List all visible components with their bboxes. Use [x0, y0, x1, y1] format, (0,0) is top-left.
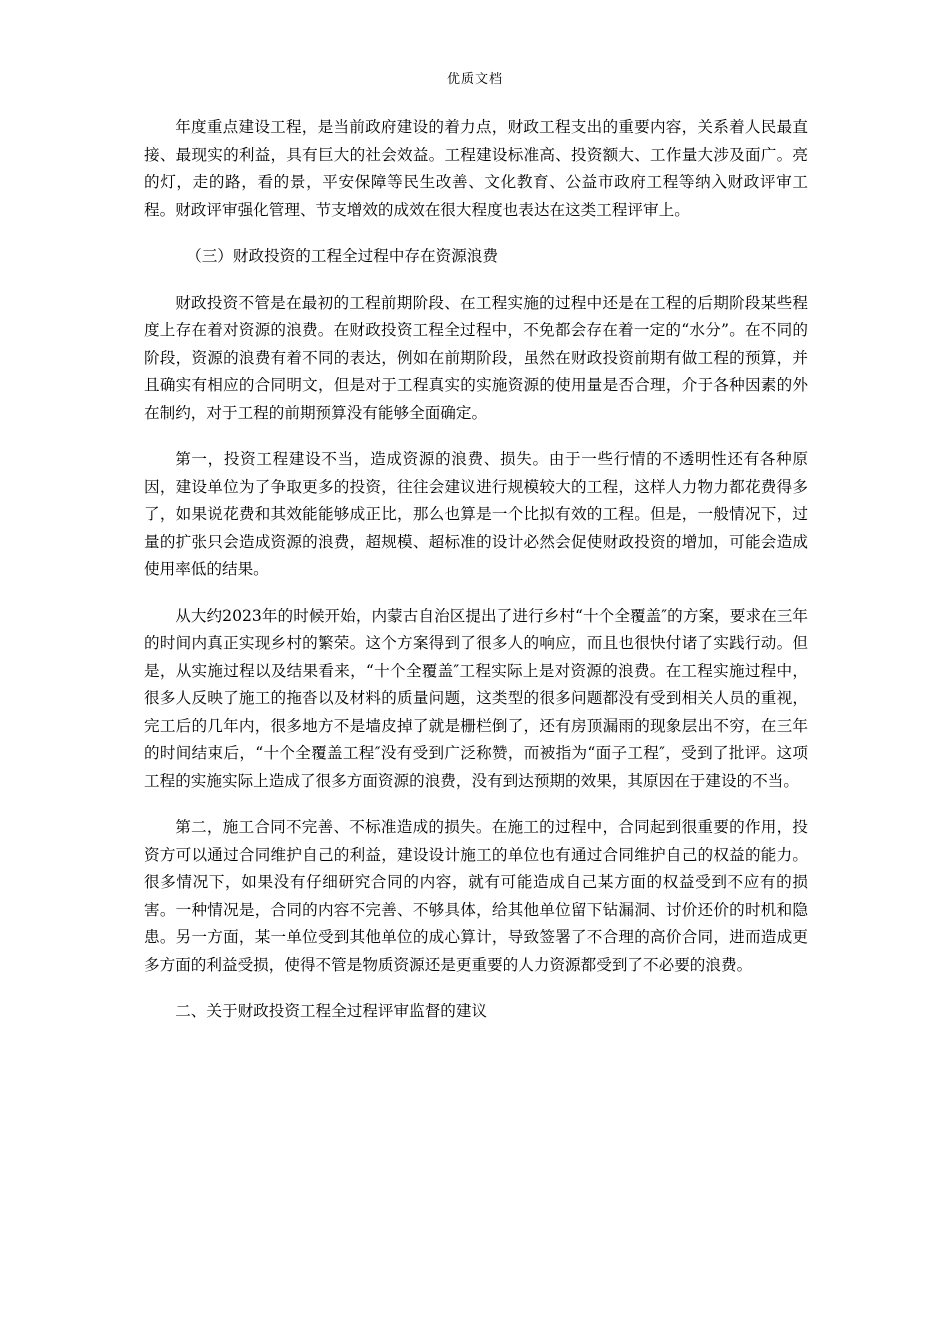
section-heading-2: 二、关于财政投资工程全过程评审监督的建议: [175, 1002, 488, 1020]
document-body: [144, 114, 808, 1045]
paragraph-3: 第一，投资工程建设不当，造成资源的浪费、损失。由于一些行情的不透明性还有各种原因，建设单位为了争取更多的投资，往往会建议进行规模较大的工程，这样人力物力都花费得多了，如果说花费和其效能能够成正比，那么也算是一个比拟有效的工程。但是，一般情况下，过量的扩张只会造成资源的浪费，超规模、超标准的设计必然会促使财政投资的增加，可能会造成使用率低的结果。: [144, 450, 808, 578]
paragraph-4: 从大约2023年的时候开始，内蒙古自治区提出了进行乡村“十个全覆盖″的方案，要求在三年的时间内真正实现乡村的繁荣。这个方案得到了很多人的响应，而且也很快付诸了实践行动。但是，从实施过程以及结果看来，“十个全覆盖″工程实际上是对资源的浪费。在工程实施过程中，很多人反映了施工的拖沓以及材料的质量问题，这类型的很多问题都没有受到相关人员的重视，完工后的几年内，很多地方不是墙皮掉了就是栅栏倒了，还有房顶漏雨的现象层出不穷，在三年的时间结束后，“十个全覆盖工程″没有受到广泛称赞，而被指为“面子工程″，受到了批评。这项工程的实施实际上造成了很多方面资源的浪费，没有到达预期的效果，其原因在于建设的不当。: [144, 606, 808, 790]
paragraph-2: 财政投资不管是在最初的工程前期阶段、在工程实施的过程中还是在工程的后期阶段某些程度上存在着对资源的浪费。在财政投资工程全过程中，不免都会存在着一定的“水分”。在不同的阶段，资源的浪费有着不同的表达，例如在前期阶段，虽然在财政投资前期有做工程的预算，并且确实有相应的合同明文，但是对于工程真实的实施资源的使用量是否合理，介于各种因素的外在制约，对于工程的前期预算没有能够全面确定。: [144, 293, 808, 422]
section-heading-3: （三）财政投资的工程全过程中存在资源浪费: [186, 247, 498, 265]
paragraph-5: 第二，施工合同不完善、不标准造成的损失。在施工的过程中，合同起到很重要的作用，投资方可以通过合同维护自己的利益，建设设计施工的单位也有通过合同维护自己的权益的能力。很多情况下，如果没有仔细研究合同的内容，就有可能造成自己某方面的权益受到不应有的损害。一种情况是，合同的内容不完善、不够具体，给其他单位留下钻漏洞、讨价还价的时机和隐患。另一方面，某一单位受到其他单位的成心算计，导致签署了不合理的高价合同，进而造成更多方面的利益受损，使得不管是物质资源还是更重要的人力资源都受到了不必要的浪费。: [144, 818, 808, 974]
page-header: 优质文档: [446, 72, 503, 87]
paragraph-1: 年度重点建设工程，是当前政府建设的着力点，财政工程支出的重要内容，关系着人民最直接、最现实的利益，具有巨大的社会效益。工程建设标准高、投资额大、工作量大涉及面广。亮的灯，走的路，看的景，平安保障等民生改善、文化教育、公益市政府工程等纳入财政评审工程。财政评审强化管理、节支增效的成效在很大程度也表达在这类工程评审上。: [144, 118, 808, 219]
